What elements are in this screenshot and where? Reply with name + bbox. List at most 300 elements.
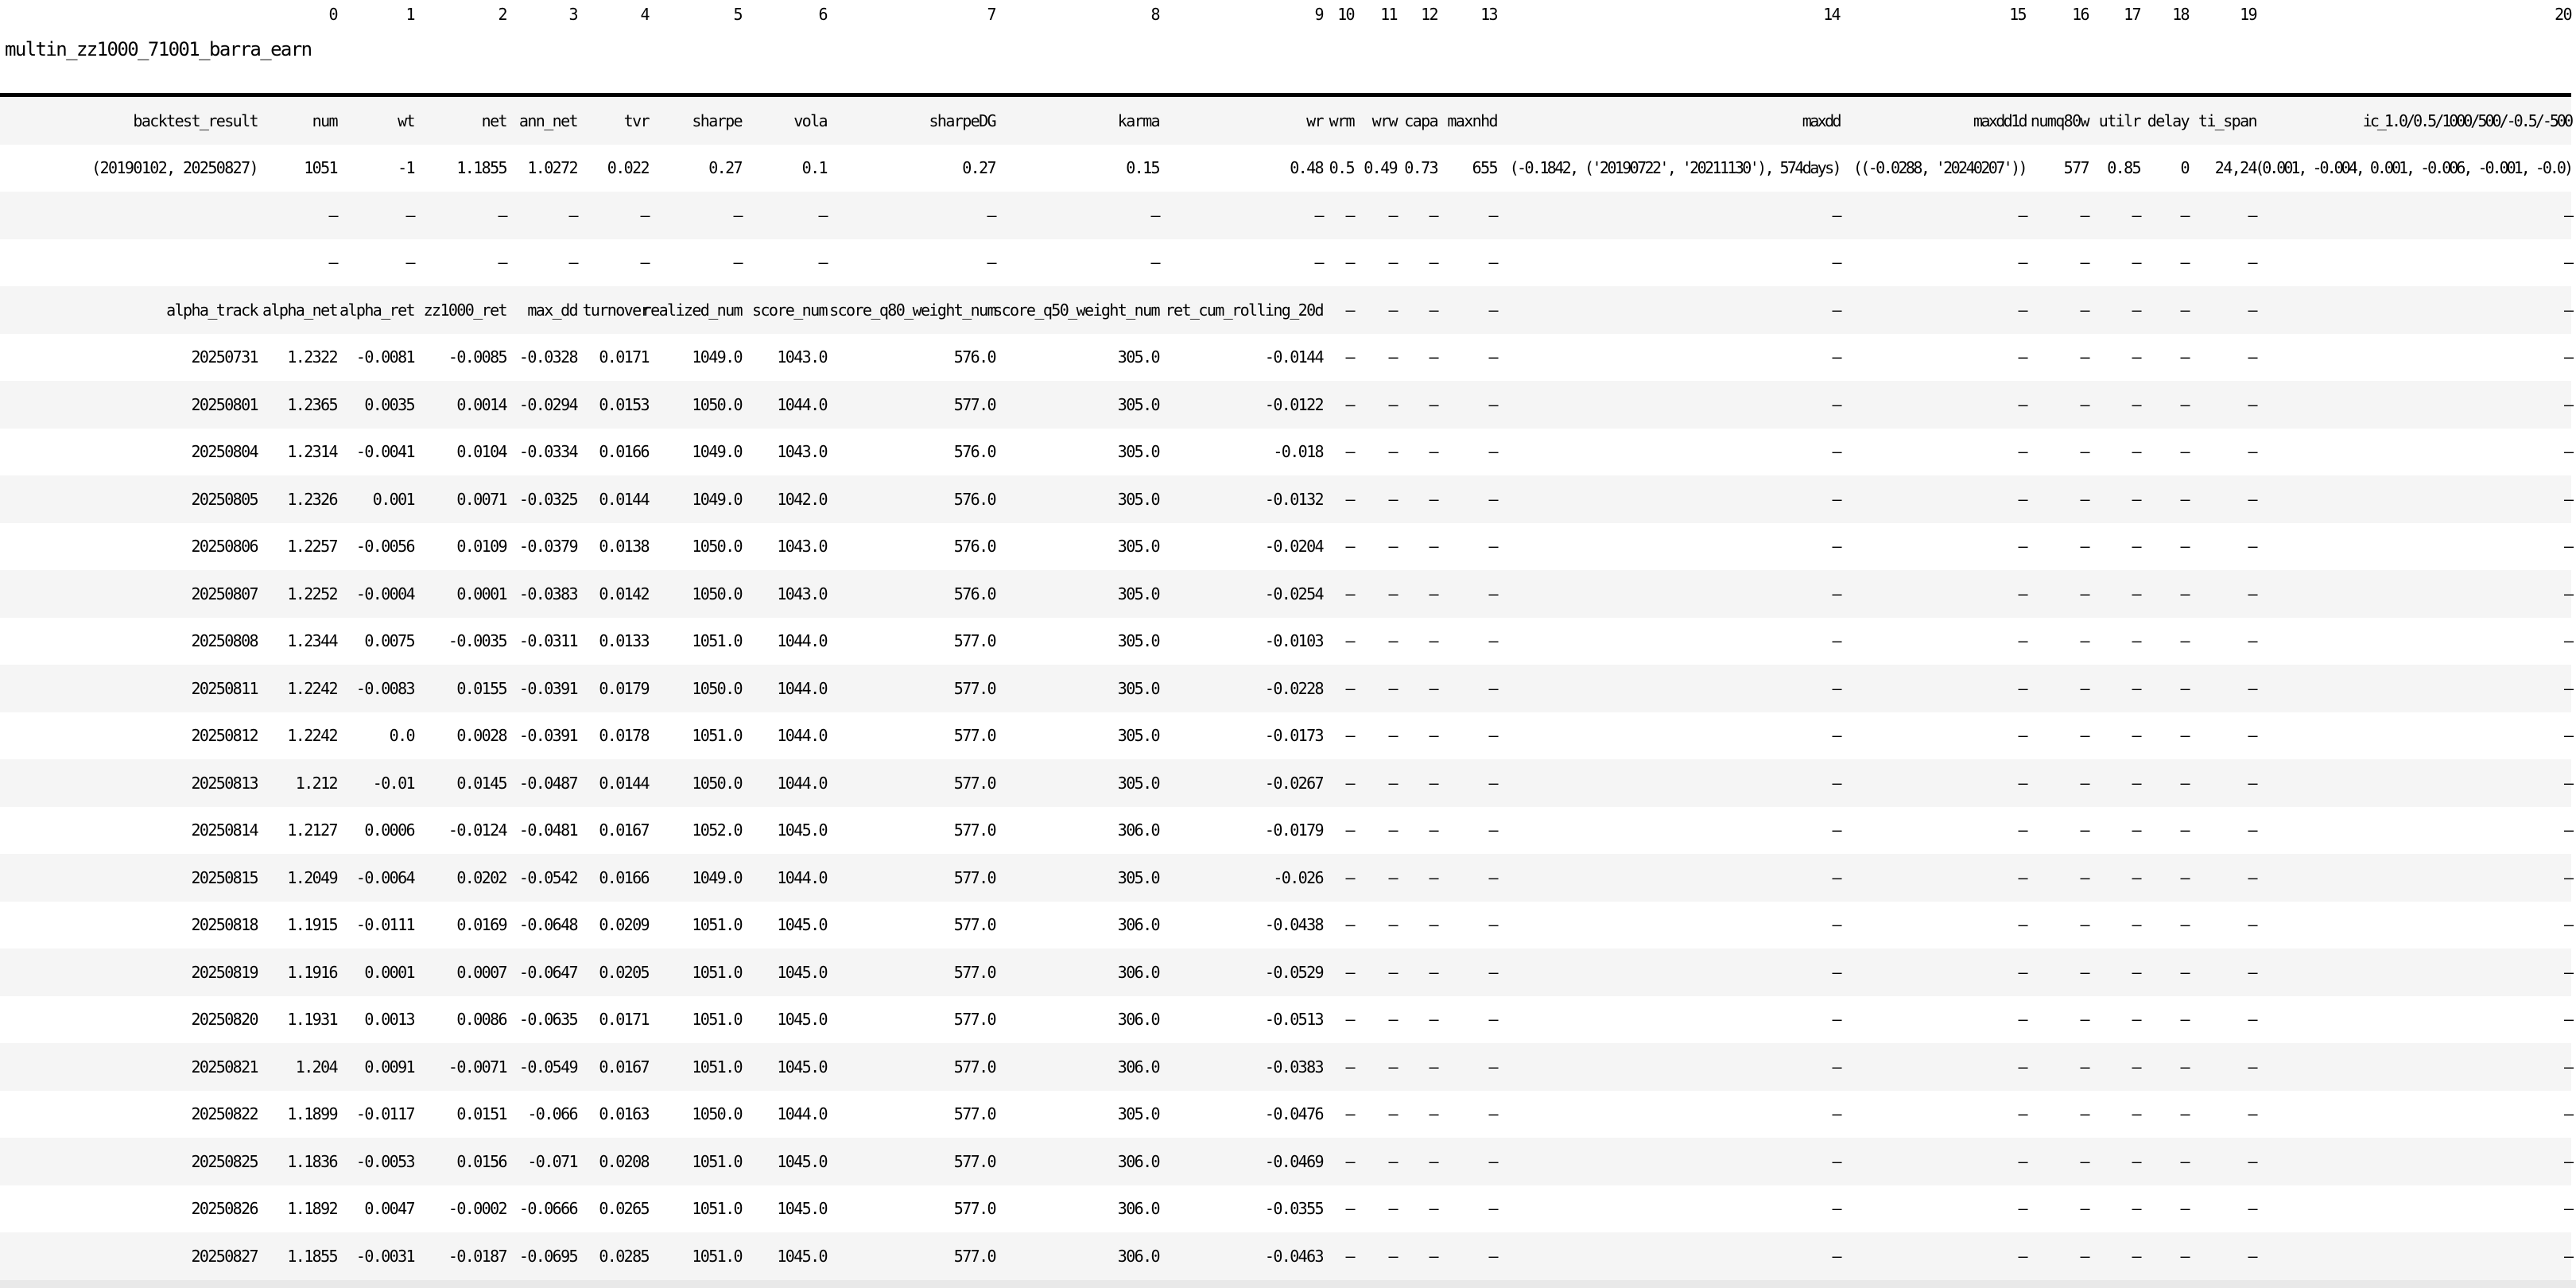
cell [1159, 1185, 1323, 1233]
cell [2026, 381, 2089, 429]
cell-value: — [1429, 915, 1437, 935]
cell-value: — [733, 205, 742, 225]
cell-value: — [2132, 915, 2140, 935]
cell [2140, 1138, 2189, 1185]
cell [1397, 996, 1437, 1044]
cell-value: 0.0171 [599, 347, 649, 367]
cell-value: — [1832, 773, 1840, 793]
row-index-cell [0, 192, 258, 239]
cell-value: — [2080, 584, 2089, 603]
cell-value: — [1832, 821, 1840, 840]
cell [1323, 286, 1354, 334]
cell-value: — [2132, 726, 2140, 746]
cell [2089, 949, 2140, 996]
cell [2140, 570, 2189, 618]
cell [1840, 570, 2026, 618]
cell-value: — [1388, 300, 1397, 320]
cell-value: — [2132, 1246, 2140, 1266]
cell [1323, 1043, 1354, 1091]
cell [577, 192, 649, 239]
cell-value: — [498, 253, 506, 273]
cell [1159, 996, 1323, 1044]
cell [2189, 1043, 2256, 1091]
column-index-label [2140, 0, 2189, 27]
column-index-label-value: 10 [1337, 5, 1354, 24]
cell-value: — [2248, 773, 2256, 793]
cell [506, 902, 577, 949]
cell [2189, 996, 2256, 1044]
column-index-label [506, 0, 577, 27]
column-index-label [649, 0, 742, 27]
cell [1397, 665, 1437, 712]
cell [1159, 759, 1323, 807]
cell-value: — [2080, 1104, 2089, 1124]
cell [1437, 1091, 1497, 1139]
row-index-cell-value: alpha_track [166, 300, 258, 320]
cell [2089, 570, 2140, 618]
cell-value: — [1832, 631, 1840, 651]
cell [1497, 665, 1840, 712]
cell-value: alpha_ret [339, 300, 414, 320]
cell [2026, 902, 2089, 949]
cell [506, 1138, 577, 1185]
cell-value: -0.0391 [518, 678, 577, 698]
column-index-label-value: 0 [328, 5, 337, 24]
cell-value: — [1832, 442, 1840, 462]
cell [1159, 807, 1323, 855]
cell-value: 0.0163 [599, 1104, 649, 1124]
cell [2189, 570, 2256, 618]
cell [506, 712, 577, 760]
cell-value: — [2132, 631, 2140, 651]
cell-value: — [640, 253, 649, 273]
cell-value: — [1429, 537, 1437, 557]
cell [1840, 665, 2026, 712]
cell [2026, 618, 2089, 665]
cell-value: 305.0 [1117, 773, 1159, 793]
cell [649, 807, 742, 855]
cell [649, 523, 742, 571]
cell-value: — [1388, 678, 1397, 698]
cell-value: 0.0153 [599, 394, 649, 414]
cell [2026, 95, 2089, 145]
cell [2089, 618, 2140, 665]
cell-value: — [1429, 1199, 1437, 1219]
cell-value: -0.01 [372, 773, 414, 793]
cell-value: — [2132, 1057, 2140, 1077]
cell-value: — [1388, 962, 1397, 982]
cell [2140, 429, 2189, 476]
cell [995, 381, 1159, 429]
cell [742, 334, 827, 382]
cell [414, 854, 506, 902]
cell-value: 0.0035 [364, 394, 414, 414]
cell-value: num [312, 111, 337, 130]
cell [995, 286, 1159, 334]
cell-value: — [1388, 442, 1397, 462]
cell [1497, 618, 1840, 665]
cell-value: 24,24 [2214, 158, 2256, 178]
empty-row [0, 239, 2571, 287]
cell-value: — [1429, 821, 1437, 840]
column-index-label-value: 1 [405, 5, 414, 24]
backtest-data-row [0, 145, 2571, 192]
cell [2189, 145, 2256, 192]
cell-value: 1050.0 [692, 584, 742, 603]
cell [2140, 759, 2189, 807]
cell-value: 0.0171 [599, 1010, 649, 1030]
cell-value: — [1832, 867, 1840, 887]
cell-value: -0.0111 [355, 915, 414, 935]
cell-value: delay [2147, 111, 2189, 130]
cell [2256, 1185, 2571, 1233]
cell-value: 0.0151 [456, 1104, 506, 1124]
cell-value: 305.0 [1117, 489, 1159, 509]
cell [337, 239, 414, 287]
cell-value: — [1488, 347, 1497, 367]
cell-value: 1051.0 [692, 1010, 742, 1030]
cell [1159, 949, 1323, 996]
cell [1437, 95, 1497, 145]
row-index-cell [0, 145, 258, 192]
cell [577, 334, 649, 382]
cell-value: — [2132, 1199, 2140, 1219]
cell-value: — [1429, 1104, 1437, 1124]
cell-value: 576.0 [953, 442, 995, 462]
cell [742, 1185, 827, 1233]
cell [1323, 1232, 1354, 1280]
cell [2189, 618, 2256, 665]
cell-value: — [1345, 584, 1354, 603]
cell [995, 95, 1159, 145]
cell [1159, 334, 1323, 382]
cell-value: — [1345, 773, 1354, 793]
cell [2140, 239, 2189, 287]
cell-value: 577.0 [953, 631, 995, 651]
cell [337, 996, 414, 1044]
cell [2026, 286, 2089, 334]
cell-value: 0.73 [1404, 158, 1437, 178]
cell [827, 807, 995, 855]
cell-value: — [2248, 915, 2256, 935]
cell [414, 1091, 506, 1139]
cell [1159, 429, 1323, 476]
cell-value: — [1429, 1151, 1437, 1171]
cell [995, 475, 1159, 523]
cell-value: — [1388, 1104, 1397, 1124]
cell-value: — [2080, 962, 2089, 982]
cell [1354, 239, 1397, 287]
cell [827, 854, 995, 902]
cell-value: 1.1915 [287, 915, 337, 935]
cell-value: -0.066 [527, 1104, 577, 1124]
cell [1840, 1043, 2026, 1091]
cell-value: — [1345, 1057, 1354, 1077]
cell-value: — [1832, 584, 1840, 603]
cell-value: — [1488, 1151, 1497, 1171]
cell-value: -0.0041 [355, 442, 414, 462]
alpha-track-data-row [0, 1232, 2571, 1280]
cell [2189, 854, 2256, 902]
alpha-track-data-row [0, 854, 2571, 902]
alpha-track-data-row [0, 1091, 2571, 1139]
cell-value: 0.0001 [364, 962, 414, 982]
alpha-track-data-row [0, 334, 2571, 382]
cell-value: -0.0085 [448, 347, 506, 367]
cell-value: — [1388, 915, 1397, 935]
cell-value: — [2132, 1151, 2140, 1171]
cell-value: — [1388, 537, 1397, 557]
column-index-label [1437, 0, 1497, 27]
cell-value: 0.001 [372, 489, 414, 509]
cell-value: — [2248, 726, 2256, 746]
cell-value: 1043.0 [777, 584, 827, 603]
cell-value: — [1429, 253, 1437, 273]
cell-value: 305.0 [1117, 631, 1159, 651]
cell-value: — [1150, 205, 1159, 225]
column-index-label-value: 13 [1480, 5, 1497, 24]
cell-value: -0.0379 [518, 537, 577, 557]
cell [2256, 712, 2571, 760]
cell-value: — [1488, 915, 1497, 935]
cell-value: 0.0001 [456, 584, 506, 603]
cell-value: -0.0469 [1264, 1151, 1323, 1171]
cell-value: — [2180, 205, 2189, 225]
cell [1159, 902, 1323, 949]
cell-value: 0.0133 [599, 631, 649, 651]
cell [258, 95, 337, 145]
cell-value: 576.0 [953, 489, 995, 509]
alpha-track-data-row [0, 381, 2571, 429]
cell-value: — [2080, 253, 2089, 273]
cell-value: 0.0166 [599, 442, 649, 462]
cell [2140, 996, 2189, 1044]
cell [1840, 902, 2026, 949]
cell [649, 239, 742, 287]
cell-value: — [1345, 726, 1354, 746]
cell [1497, 949, 1840, 996]
column-index-label-value: 12 [1421, 5, 1437, 24]
cell-value: — [2563, 1057, 2571, 1077]
cell-value: 1051.0 [692, 1151, 742, 1171]
column-index-label [2256, 0, 2571, 27]
row-index-cell [0, 712, 258, 760]
cell-value: — [2248, 1010, 2256, 1030]
cell-value: 1043.0 [777, 347, 827, 367]
cell-value: — [2563, 962, 2571, 982]
cell-value: capa [1404, 111, 1437, 130]
cell [1159, 239, 1323, 287]
cell [1323, 854, 1354, 902]
cell [1397, 1138, 1437, 1185]
cell [2026, 1043, 2089, 1091]
cell-value: — [1488, 821, 1497, 840]
cell [1437, 1185, 1497, 1233]
cell [337, 1232, 414, 1280]
column-index-label-value: 4 [640, 5, 649, 24]
cell-value: — [1488, 537, 1497, 557]
cell-value: — [1345, 489, 1354, 509]
cell [742, 996, 827, 1044]
cell [1840, 239, 2026, 287]
cell-value: — [1345, 1199, 1354, 1219]
cell-value: — [1488, 584, 1497, 603]
cell-value: — [1388, 394, 1397, 414]
cell [2256, 192, 2571, 239]
cell [1159, 523, 1323, 571]
cell [1497, 95, 1840, 145]
cell [1840, 618, 2026, 665]
cell [1354, 618, 1397, 665]
cell [1323, 759, 1354, 807]
cell [1437, 902, 1497, 949]
cell [1397, 95, 1437, 145]
row-index-cell-value: 20250818 [191, 915, 258, 935]
cell-value: ret_cum_rolling_20d [1165, 300, 1323, 320]
cell-value: — [1488, 962, 1497, 982]
cell-value: — [2563, 584, 2571, 603]
cell-value: — [1345, 205, 1354, 225]
cell [337, 949, 414, 996]
cell [506, 949, 577, 996]
cell [1354, 475, 1397, 523]
cell-value: — [1388, 726, 1397, 746]
cell-value: — [2248, 867, 2256, 887]
cell [2189, 95, 2256, 145]
cell-value: max_dd [527, 300, 577, 320]
cell-value: — [2132, 205, 2140, 225]
row-index-cell-value: 20250815 [191, 867, 258, 887]
row-index-cell [0, 854, 258, 902]
cell-value: — [1488, 205, 1497, 225]
cell-value: — [1388, 867, 1397, 887]
cell [2026, 1091, 2089, 1139]
cell [1323, 429, 1354, 476]
cell [2140, 854, 2189, 902]
cell [506, 239, 577, 287]
cell-value: 1.1836 [287, 1151, 337, 1171]
cell-value: — [2563, 631, 2571, 651]
cell [2026, 854, 2089, 902]
cell-value: — [2563, 253, 2571, 273]
cell-value: ((-0.0288, '20240207')) [1852, 158, 2026, 178]
cell-value: wrw [1371, 111, 1397, 130]
cell [827, 381, 995, 429]
cell [1497, 1138, 1840, 1185]
cell [337, 902, 414, 949]
cell-value: — [1429, 300, 1437, 320]
cell [2189, 1091, 2256, 1139]
cell [414, 949, 506, 996]
cell [2140, 1043, 2189, 1091]
cell [1323, 996, 1354, 1044]
cell [258, 334, 337, 382]
cell-value: 0.27 [708, 158, 742, 178]
cell [1354, 570, 1397, 618]
cell-value: — [2080, 773, 2089, 793]
cell-value: — [2018, 300, 2026, 320]
cell [742, 712, 827, 760]
cell-value: 0.0007 [456, 962, 506, 982]
cell [414, 286, 506, 334]
cell [1397, 1232, 1437, 1280]
cell [1840, 95, 2026, 145]
alpha-track-data-row [0, 902, 2571, 949]
cell [1397, 192, 1437, 239]
cell-value: 305.0 [1117, 1104, 1159, 1124]
cell-value: -0.0294 [518, 394, 577, 414]
cell [827, 618, 995, 665]
cell-value: 1044.0 [777, 394, 827, 414]
cell [649, 902, 742, 949]
cell [258, 949, 337, 996]
cell-value: — [2018, 631, 2026, 651]
cell [1437, 759, 1497, 807]
cell [1397, 523, 1437, 571]
cell [1497, 1232, 1840, 1280]
cell-value: — [2180, 1010, 2189, 1030]
cell [649, 192, 742, 239]
cell [2189, 902, 2256, 949]
cell [1397, 570, 1437, 618]
cell-value: — [2132, 394, 2140, 414]
cell [577, 523, 649, 571]
cell [1323, 665, 1354, 712]
cell-value: — [2563, 300, 2571, 320]
cell [2089, 334, 2140, 382]
cell-value: -0.0187 [448, 1246, 506, 1266]
cell-value: — [1388, 253, 1397, 273]
cell-value: wrm [1329, 111, 1354, 130]
cell-value: 0.0144 [599, 489, 649, 509]
cell [2089, 902, 2140, 949]
cell-value: — [1832, 962, 1840, 982]
cell [1354, 429, 1397, 476]
cell [1497, 239, 1840, 287]
cell [649, 1091, 742, 1139]
cell-value: — [1388, 489, 1397, 509]
cell-value: — [1832, 678, 1840, 698]
cell-value: — [405, 205, 414, 225]
cell-value: -0.0144 [1264, 347, 1323, 367]
column-index-label-value: 15 [2009, 5, 2026, 24]
cell-value: 1051.0 [692, 1057, 742, 1077]
cell-value: — [1388, 1057, 1397, 1077]
cell [1397, 286, 1437, 334]
cell-value: 306.0 [1117, 1246, 1159, 1266]
cell [1354, 192, 1397, 239]
cell [742, 95, 827, 145]
cell [506, 759, 577, 807]
cell [2089, 1138, 2140, 1185]
cell-value: 577.0 [953, 1151, 995, 1171]
cell-value: — [2563, 1199, 2571, 1219]
cell-value: — [1832, 915, 1840, 935]
cell [1840, 949, 2026, 996]
cell [1354, 334, 1397, 382]
cell [742, 902, 827, 949]
cell [1840, 192, 2026, 239]
cell-value: (-0.1842, ('20190722', '20211130'), 574days) [1509, 158, 1840, 178]
cell [1323, 334, 1354, 382]
cell-value: — [2080, 347, 2089, 367]
cell [827, 1185, 995, 1233]
cell [258, 618, 337, 665]
cell-value: — [328, 205, 337, 225]
cell [1397, 381, 1437, 429]
cell [1497, 429, 1840, 476]
cell [506, 523, 577, 571]
